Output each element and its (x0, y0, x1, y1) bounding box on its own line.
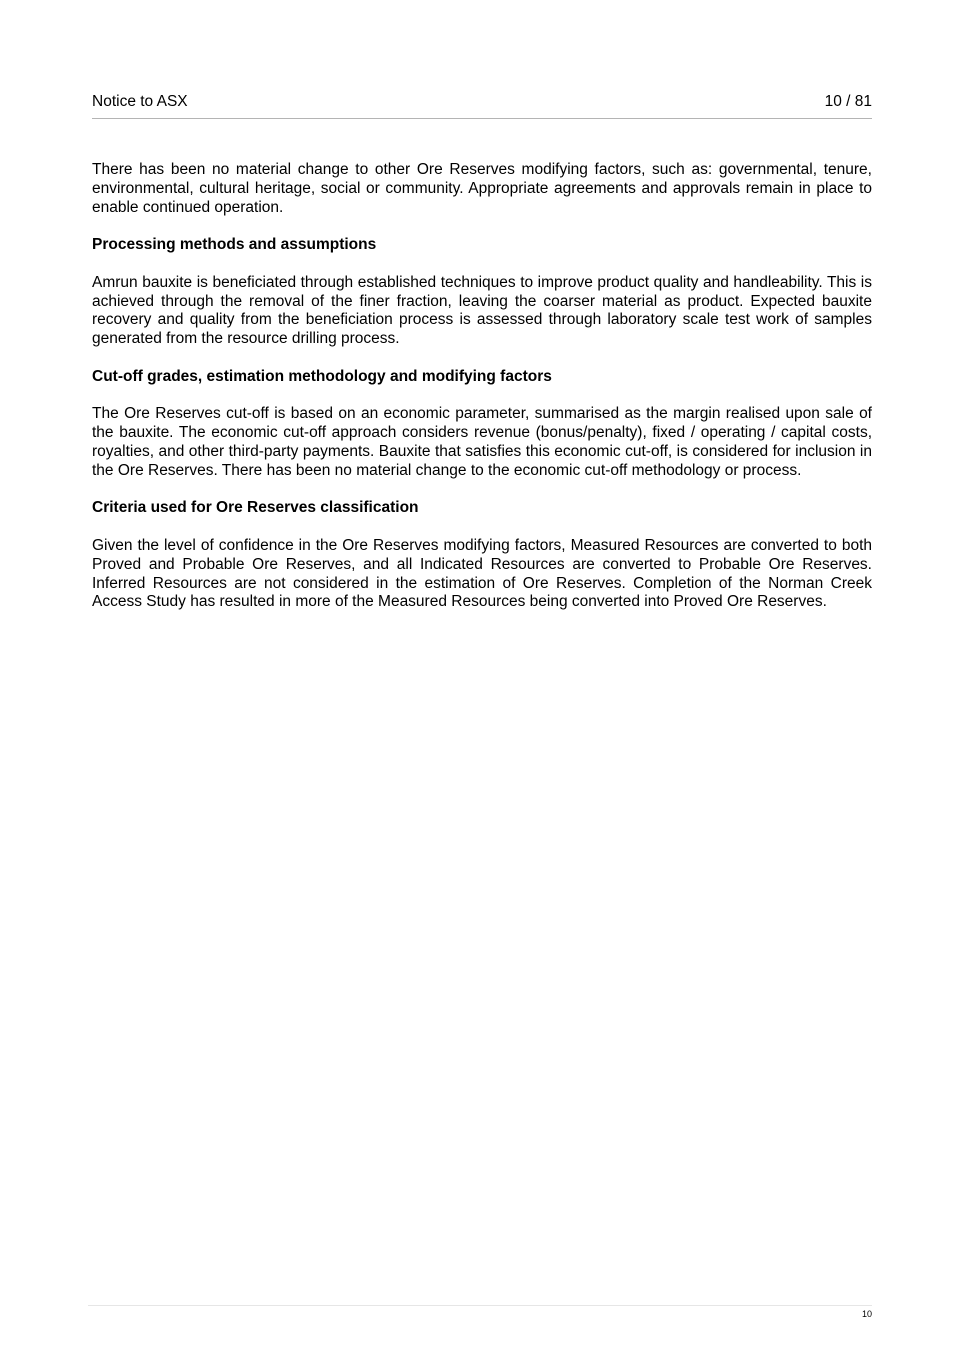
document-body (92, 161, 872, 631)
page-indicator: 10 / 81 (824, 93, 872, 110)
section-paragraph-cutoff: The Ore Reserves cut-off is based on an economic parameter, summarised as the margin realised upon sale of the bauxite. The economic cut-off approach considers revenue (bonus/penalty), fixed / operating / capital costs, royalties, and other third-party payments. Bauxite that satisfies this economic cut-off, is considered for inclusion in the Ore Reserves. There has been no material change to the economic cut-off methodology or process. (92, 405, 872, 479)
section-paragraph-classification: Given the level of confidence in the Ore Reserves modifying factors, Measured Resources are converted to both Proved and Probable Ore Reserves, and all Indicated Resources are converted to Probable Ore Reserves. Inferred Resources are not considered in the estimation of Ore Reserves. Completion of the Norman Creek Access Study has resulted in more of the Measured Resources being converted into Proved Ore Reserves. (92, 536, 872, 611)
page-footer (88, 1305, 872, 1319)
intro-paragraph: There has been no material change to other Ore Reserves modifying factors, such as: governmental, tenure, environmental, cultural heritage, social or community. Appropriate agreements and approvals remain in place to enable continued operation. (92, 161, 872, 216)
section-paragraph-processing: Amrun bauxite is beneficiated through established techniques to improve product quality and handleability. This is achieved through the removal of the finer fraction, leaving the coarser material as product. Expected bauxite recovery and quality from the beneficiation process is assessed through laboratory scale test work of samples generated from the resource drilling process. (92, 273, 872, 348)
section-heading-classification: Criteria used for Ore Reserves classification (92, 499, 419, 517)
section-heading-cutoff: Cut-off grades, estimation methodology and modifying factors (92, 367, 552, 385)
page-header (92, 92, 872, 119)
footer-page-number: 10 (861, 1309, 872, 1319)
document-title: Notice to ASX (92, 93, 188, 110)
section-heading-processing: Processing methods and assumptions (92, 236, 377, 254)
